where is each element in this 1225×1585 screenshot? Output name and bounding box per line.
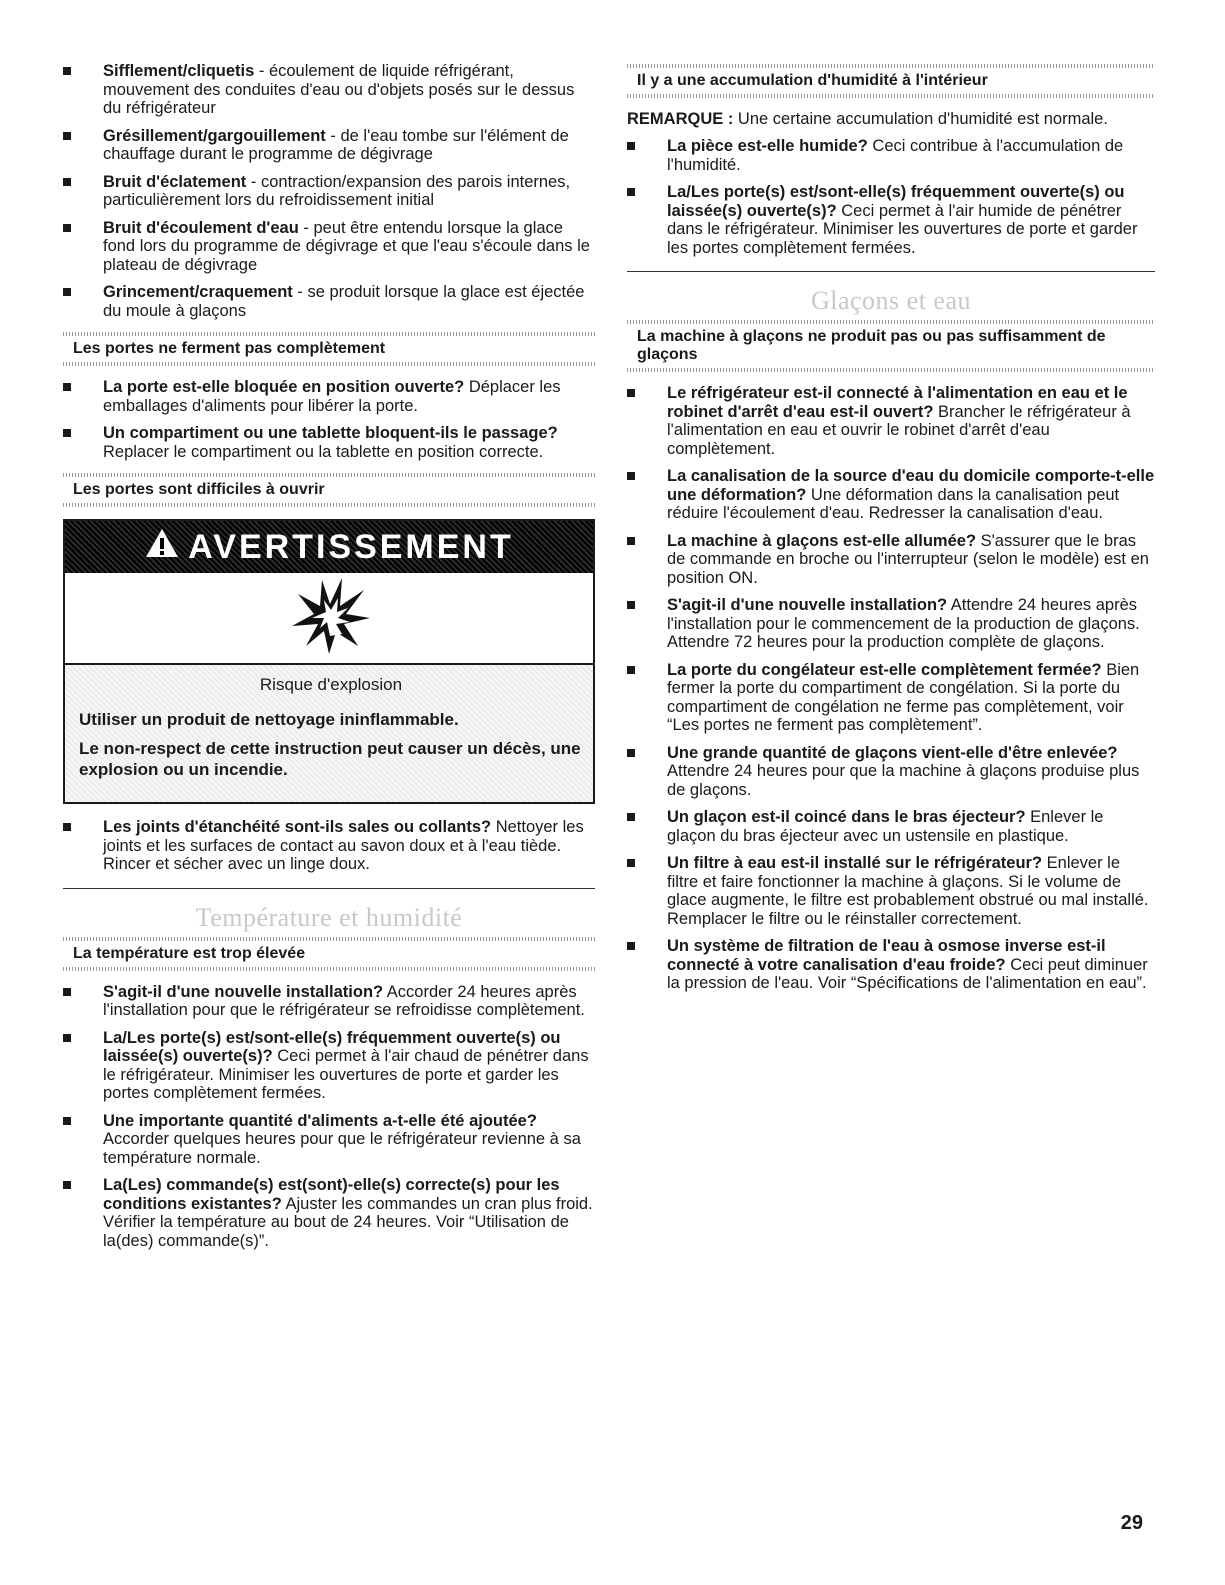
- temp-high-list: [63, 983, 595, 1251]
- subheading-humidity: Il y a une accumulation d'humidité à l'intérieur: [627, 64, 1155, 98]
- warning-header: [65, 521, 593, 573]
- list-item: Une grande quantité de glaçons vient-elle d'être enlevée? Attendre 24 heures pour que la machine à glaçons produise plus de glaçons.: [627, 744, 1155, 800]
- list-item: La/Les porte(s) est/sont-elle(s) fréquemment ouverte(s) ou laissée(s) ouverte(s)? Ceci permet à l'air humide de pénétrer dans le réfrigérateur. Minimiser les ouvertures de porte et garder les portes complètement fermées.: [627, 183, 1155, 257]
- list-item: Un compartiment ou une tablette bloquent-ils le passage? Replacer le compartiment ou la tablette en position correcte.: [63, 424, 595, 461]
- ice-list: [627, 384, 1155, 993]
- list-item: Bruit d'écoulement d'eau - peut être entendu lorsque la glace fond lors du programme de dégivrage et que l'eau s'écoule dans le plateau de dégivrage: [63, 219, 595, 275]
- subheading-temp-high: La température est trop élevée: [63, 937, 595, 971]
- noise-list: [63, 62, 595, 320]
- list-item: La(Les) commande(s) est(sont)-elle(s) correcte(s) pour les conditions existantes? Ajuster les commandes un cran plus froid. Vérifier la température au bout de 24 heures. Voir “Utilisation de la(des) commande(s)”.: [63, 1176, 595, 1250]
- warning-risk: Risque d'explosion: [259, 675, 403, 694]
- warning-title: AVERTISSEMENT: [188, 527, 514, 566]
- page-number: 29: [1120, 1512, 1143, 1534]
- list-item: Les joints d'étanchéité sont-ils sales ou collants? Nettoyer les joints et les surfaces de contact au savon doux et à l'eau tiède. Rincer et sécher avec un linge doux.: [63, 818, 595, 874]
- list-item: Une importante quantité d'aliments a-t-elle été ajoutée? Accorder quelques heures pour que le réfrigérateur revienne à sa température normale.: [63, 1112, 595, 1168]
- right-column: [627, 64, 1155, 1002]
- list-item: La canalisation de la source d'eau du domicile comporte-t-elle une déformation? Une déformation dans la canalisation peut réduire l'écoulement d'eau. Redresser la canalisation d'eau.: [627, 467, 1155, 523]
- list-item: Un système de filtration de l'eau à osmose inverse est-il connecté à votre canalisation d'eau froide? Ceci peut diminuer la pression de l'eau. Voir “Spécifications de l'alimentation en eau”.: [627, 937, 1155, 993]
- list-item: Grésillement/gargouillement - de l'eau tombe sur l'élément de chauffage durant le programme de dégivrage: [63, 127, 595, 164]
- list-item: Grincement/craquement - se produit lorsque la glace est éjectée du moule à glaçons: [63, 283, 595, 320]
- list-item: La machine à glaçons est-elle allumée? S'assurer que le bras de commande en broche ou l'interrupteur (selon le modèle) est en position ON.: [627, 532, 1155, 588]
- humidity-list: [627, 137, 1155, 257]
- list-item: La porte du congélateur est-elle complètement fermée? Bien fermer la porte du compartiment de congélation. Si la porte du compartiment de congélation ne ferme pas complètement, voir “Les portes ne ferment pas complètement”.: [627, 661, 1155, 735]
- section-title-temperature: Température et humidité: [63, 888, 595, 933]
- left-column: [63, 62, 595, 1259]
- remarque-note: REMARQUE : Une certaine accumulation d'humidité est normale.: [627, 110, 1108, 128]
- section-title-ice: Glaçons et eau: [627, 271, 1155, 316]
- list-item: Un filtre à eau est-il installé sur le réfrigérateur? Enlever le filtre et faire fonctionner la machine à glaçons. Si le volume de glace augmente, le filtre est probablement obstrué ou mal installé. Remplacer le filtre ou le réinstaller correctement.: [627, 854, 1155, 928]
- list-item: Sifflement/cliquetis - écoulement de liquide réfrigérant, mouvement des conduites d'eau ou d'objets posés sur le dessus du réfrigérateur: [63, 62, 595, 118]
- subheading-ice: La machine à glaçons ne produit pas ou pas suffisamment de glaçons: [627, 320, 1155, 372]
- warning-line-1: Utiliser un produit de nettoyage ininflammable.: [79, 710, 459, 729]
- list-item: S'agit-il d'une nouvelle installation? Attendre 24 heures après l'installation pour le commencement de la production de glaçons. Attendre 72 heures pour la production complète de glaçons.: [627, 596, 1155, 652]
- list-item: La/Les porte(s) est/sont-elle(s) fréquemment ouverte(s) ou laissée(s) ouverte(s)? Ceci permet à l'air chaud de pénétrer dans le réfrigérateur. Minimiser les ouvertures de porte et garder les portes complètement fermées.: [63, 1029, 595, 1103]
- subheading-doors-not-close: Les portes ne ferment pas complètement: [63, 332, 595, 366]
- warning-line-2: Le non-respect de cette instruction peut causer un décès, une explosion ou un incendie.: [79, 739, 581, 779]
- list-item: La porte est-elle bloquée en position ouverte? Déplacer les emballages d'aliments pour libérer la porte.: [63, 378, 595, 415]
- warning-triangle-icon: [144, 527, 180, 568]
- warning-box: [63, 519, 595, 804]
- explosion-icon: [284, 576, 374, 661]
- list-item: S'agit-il d'une nouvelle installation? Accorder 24 heures après l'installation pour que le réfrigérateur se refroidisse complètement.: [63, 983, 595, 1020]
- warning-body: [65, 665, 593, 802]
- seals-list: [63, 818, 595, 874]
- list-item: Bruit d'éclatement - contraction/expansion des parois internes, particulièrement lors du refroidissement initial: [63, 173, 595, 210]
- list-item: La pièce est-elle humide? Ceci contribue à l'accumulation de l'humidité.: [627, 137, 1155, 174]
- doors-not-close-list: [63, 378, 595, 461]
- list-item: Le réfrigérateur est-il connecté à l'alimentation en eau et le robinet d'arrêt d'eau est-il ouvert? Brancher le réfrigérateur à l'alimentation en eau et ouvrir le robinet d'arrêt d'eau complètement.: [627, 384, 1155, 458]
- list-item: Un glaçon est-il coincé dans le bras éjecteur? Enlever le glaçon du bras éjecteur avec un ustensile en plastique.: [627, 808, 1155, 845]
- subheading-doors-hard: Les portes sont difficiles à ouvrir: [63, 473, 595, 507]
